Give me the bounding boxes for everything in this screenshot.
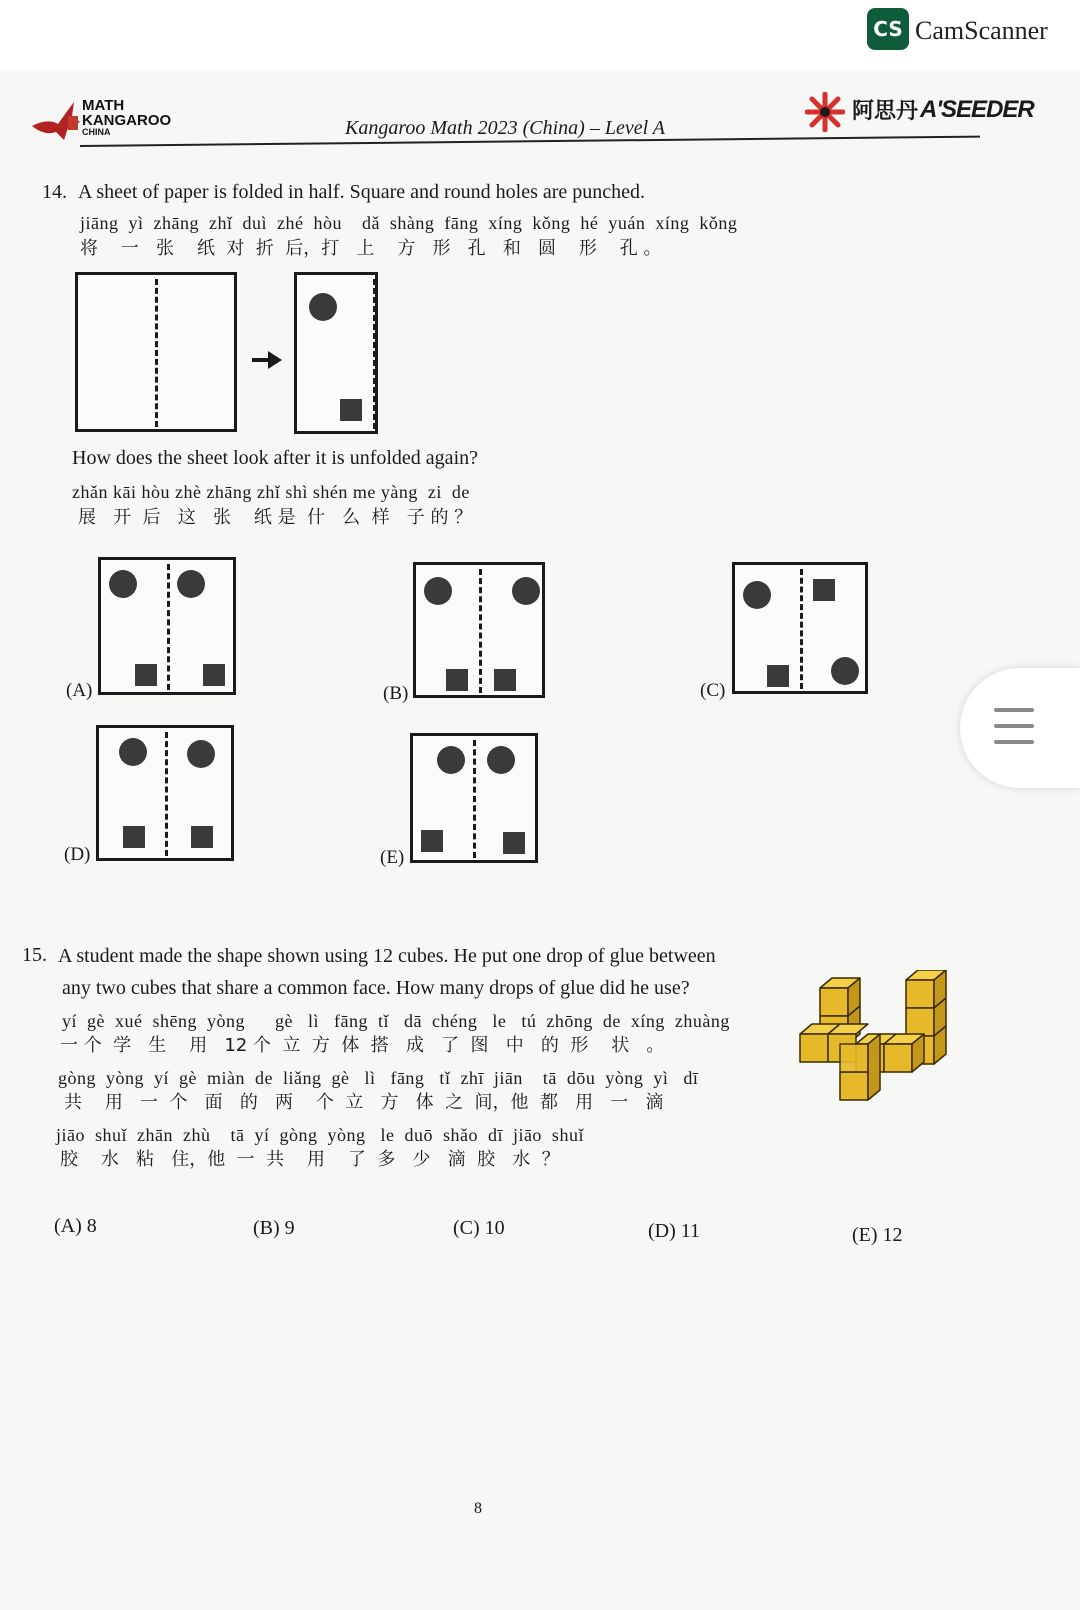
q14-pinyin-line2: zhǎn kāi hòu zhè zhāng zhǐ shì shén me yàng zi de — [72, 482, 470, 502]
hamburger-icon — [994, 708, 1034, 712]
aseeder-english-name: A'SEEDER — [920, 96, 1034, 123]
menu-button[interactable] — [960, 668, 1080, 788]
q15-pinyin-line2: gòng yòng yí gè miàn de liǎng gè lì fāng tǐ zhī jiān tā dōu yòng yì dī — [58, 1068, 699, 1088]
q14-hanzi-line1: 将 一 张 纸 对 折 后，打 上 方 形 孔 和 圆 形 孔 。 — [80, 238, 662, 259]
q15-answer-b[interactable]: (B) 9 — [253, 1217, 295, 1239]
q14-hanzi-line2: 展 开 后 这 张 纸 是 什 么 样 子 的 ？ — [78, 507, 473, 528]
q15-hanzi-line1: 一 个 学 生 用 12 个 立 方 体 搭 成 了 图 中 的 形 状 。 — [60, 1035, 665, 1056]
q15-pinyin-line1: yí gè xué shēng yòng gè lì fāng tǐ dā chéng le tú zhōng de xíng zhuàng — [62, 1011, 730, 1031]
q15-hanzi-line2: 共 用 一 个 面 的 两 个 立 方 体 之 间，他 都 用 一 滴 — [64, 1092, 664, 1113]
camscanner-label: CamScanner — [915, 16, 1048, 45]
q15-hanzi-line3: 胶 水 粘 住，他 一 共 用 了 多 少 滴 胶 水 ？ — [60, 1149, 560, 1170]
q14-pinyin-line1: jiāng yì zhāng zhǐ duì zhé hòu dǎ shàng fāng xíng kǒng hé yuán xíng kǒng — [80, 213, 738, 233]
q15-text-line2: any two cubes that share a common face. How many drops of glue did he use? — [62, 977, 690, 999]
q15-answer-c[interactable]: (C) 10 — [453, 1217, 505, 1239]
arrow-right-icon — [250, 348, 284, 372]
q14-number: 14. — [42, 181, 67, 203]
option-d-sheet[interactable] — [96, 725, 234, 861]
option-c-label[interactable]: (C) — [700, 680, 726, 701]
q15-answer-d[interactable]: (D) 11 — [648, 1220, 701, 1242]
page-header-title: Kangaroo Math 2023 (China) – Level A — [345, 117, 665, 139]
camscanner-logo-icon: CS — [867, 8, 909, 50]
aseeder-star-icon — [805, 92, 845, 132]
q15-text-line1: A student made the shape shown using 12 cubes. He put one drop of glue between — [58, 945, 716, 967]
q15-answer-e[interactable]: (E) 12 — [852, 1224, 903, 1246]
aseeder-chinese-name: 阿思丹 — [852, 99, 919, 124]
q15-number: 15. — [22, 944, 47, 966]
option-d-label[interactable]: (D) — [64, 844, 91, 865]
cube-shape-figure — [798, 970, 953, 1120]
option-e-label[interactable]: (E) — [380, 847, 405, 868]
folded-sheet — [294, 272, 378, 434]
option-a-label[interactable]: (A) — [66, 680, 93, 701]
q14-text: A sheet of paper is folded in half. Square and round holes are punched. — [78, 181, 646, 203]
unfolded-sheet — [75, 272, 237, 432]
option-e-sheet[interactable] — [410, 733, 538, 863]
q14-question: How does the sheet look after it is unfolded again? — [72, 447, 478, 469]
option-b-label[interactable]: (B) — [383, 683, 409, 704]
option-c-sheet[interactable] — [732, 562, 868, 694]
option-b-sheet[interactable] — [413, 562, 545, 698]
math-kangaroo-wordmark: MATH KANGAROO CHINA — [82, 97, 172, 137]
q15-pinyin-line3: jiāo shuǐ zhān zhù tā yí gòng yòng le duō shǎo dī jiāo shuǐ — [56, 1125, 584, 1145]
page-number: 8 — [474, 1500, 482, 1517]
q15-answer-a[interactable]: (A) 8 — [54, 1215, 97, 1237]
option-a-sheet[interactable] — [98, 557, 236, 695]
